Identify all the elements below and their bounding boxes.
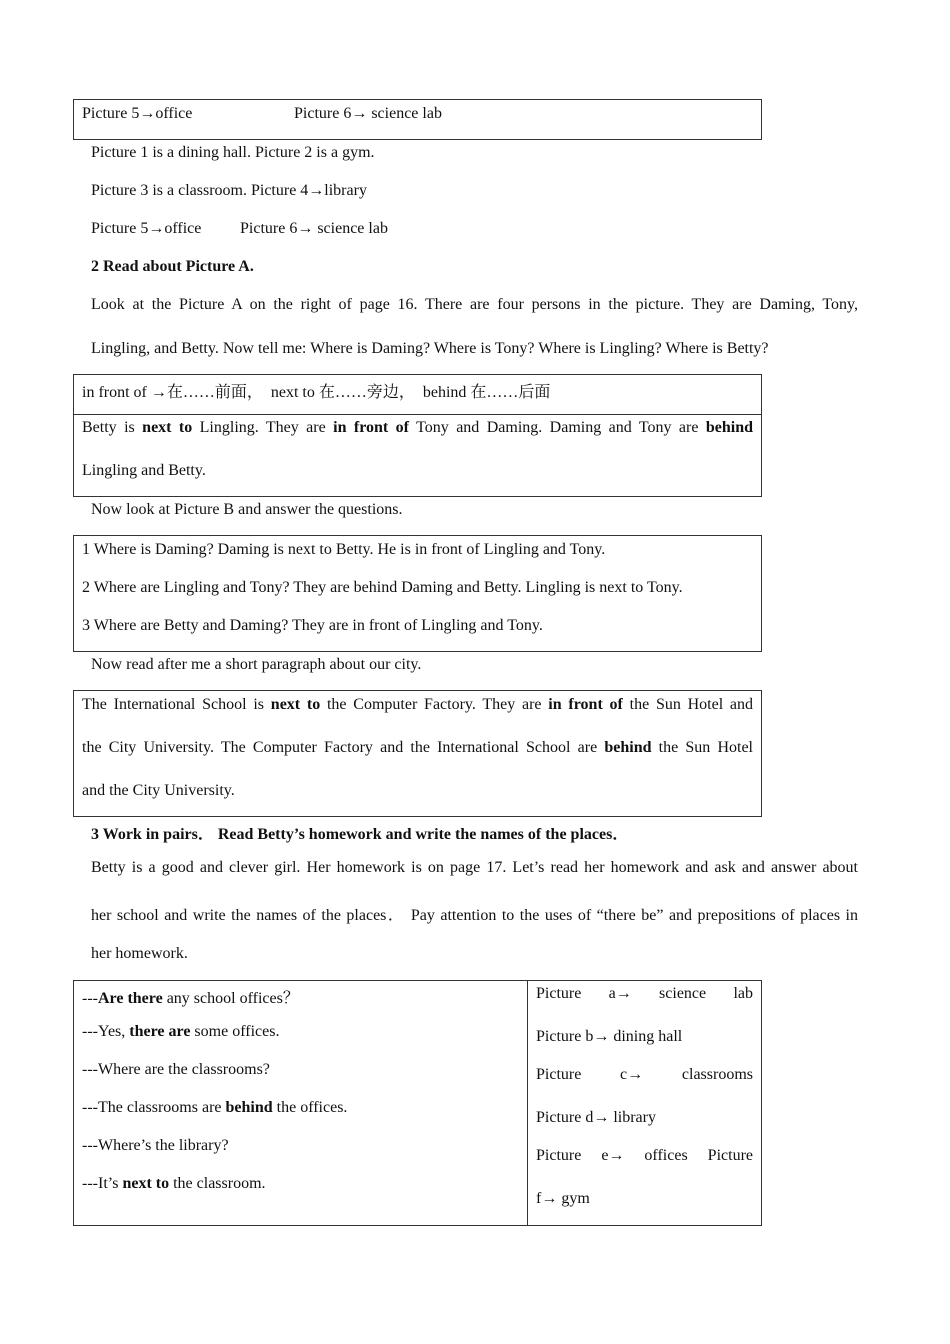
dialogue-line-3: ---Where are the classrooms?: [82, 1061, 270, 1078]
picture6-answer: Picture 6→ science lab: [294, 105, 442, 122]
vocab-line: in front of →在……前面， next to 在……旁边， behind 在……后面: [82, 384, 551, 401]
section3-line-2: her school and write the names of the places． Pay attention to the uses of “there be” and prepositions of places in: [91, 907, 858, 924]
city-line-1: The International School is next to the Computer Factory. They are in front of the Sun Hotel and: [82, 696, 754, 713]
picture-line-2: Picture 3 is a classroom. Picture 4→library: [91, 182, 367, 199]
section2-heading: 2 Read about Picture A.: [91, 258, 254, 275]
answer-c: Picture c→ classrooms: [536, 1066, 753, 1083]
section2-line-1: Look at the Picture A on the right of page 16. There are four persons in the picture. They are Daming, Tony,: [91, 296, 858, 313]
instruction-picture-b: Now look at Picture B and answer the questions.: [91, 501, 403, 518]
dialogue-line-5: ---Where’s the library?: [82, 1137, 229, 1154]
picture5-answer: Picture 5→office: [82, 105, 193, 122]
question-3: 3 Where are Betty and Daming? They are in front of Lingling and Tony.: [82, 617, 543, 634]
example-line-2: Lingling and Betty.: [82, 462, 206, 479]
answer-a: Picture a→ science lab: [536, 985, 753, 1002]
homework-divider: [527, 981, 528, 1225]
dialogue-line-1: ---Are there any school offices？: [82, 990, 299, 1007]
section2-line-2: Lingling, and Betty. Now tell me: Where is Daming? Where is Tony? Where is Lingling? Where is Betty?: [91, 340, 769, 357]
answer-f: f→ gym: [536, 1190, 590, 1207]
questions-box: [73, 535, 762, 652]
section3-line-3: her homework.: [91, 945, 188, 962]
city-line-2: the City University. The Computer Factory and the International School are behind the Sun Hotel: [82, 739, 753, 756]
picture-line-3b: Picture 6→ science lab: [240, 220, 388, 237]
dialogue-line-4: ---The classrooms are behind the offices.: [82, 1099, 348, 1116]
picture-line-1: Picture 1 is a dining hall. Picture 2 is a gym.: [91, 144, 375, 161]
question-2: 2 Where are Lingling and Tony? They are behind Daming and Betty. Lingling is next to Tony.: [82, 579, 683, 596]
section3-line-1: Betty is a good and clever girl. Her homework is on page 17. Let’s read her homework and ask and answer about: [91, 859, 858, 876]
vocab-box: [73, 374, 762, 497]
answer-d: Picture d→ library: [536, 1109, 656, 1126]
dialogue-line-2: ---Yes, there are some offices.: [82, 1023, 280, 1040]
dialogue-line-6: ---It’s next to the classroom.: [82, 1175, 266, 1192]
answer-b: Picture b→ dining hall: [536, 1028, 683, 1045]
city-paragraph-box: [73, 690, 762, 817]
example-line-1: Betty is next to Lingling. They are in front of Tony and Daming. Daming and Tony are behind: [82, 419, 754, 436]
top-answer-box: [73, 99, 762, 140]
answer-e: Picture e→ offices Picture: [536, 1147, 753, 1164]
section3-heading: 3 Work in pairs． Read Betty’s homework and write the names of the places．: [91, 826, 629, 843]
instruction-city: Now read after me a short paragraph about our city.: [91, 656, 422, 673]
picture-line-3a: Picture 5→office: [91, 220, 202, 237]
homework-box: [73, 980, 762, 1226]
city-line-3: and the City University.: [82, 782, 235, 799]
question-1: 1 Where is Daming? Daming is next to Betty. He is in front of Lingling and Tony.: [82, 541, 606, 558]
vocab-divider: [74, 414, 761, 415]
